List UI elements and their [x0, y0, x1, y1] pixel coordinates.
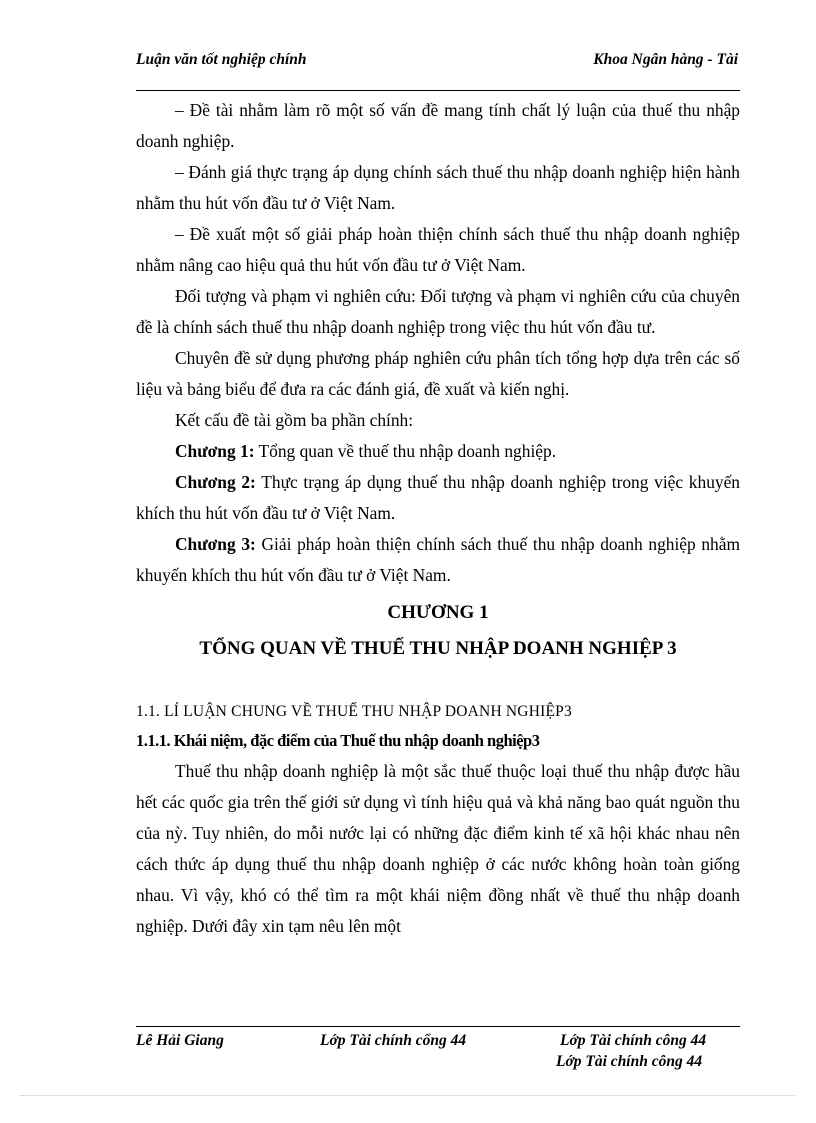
chapter-label: Chương 3: — [175, 534, 256, 554]
header-left: Luận văn tốt nghiệp chính — [136, 51, 307, 68]
paragraph-scope: Đối tượng và phạm vi nghiên cứu: Đối tượng và phạm vi nghiên cứu của chuyên đề là chính sách thuế thu nhập doanh nghiệp trong việc thu hút vốn đầu tư. — [136, 286, 740, 337]
chapter-title: TỔNG QUAN VỀ THUẾ THU NHẬP DOANH NGHIỆP 3 — [199, 638, 677, 659]
section-heading: 1.1. LÍ LUẬN CHUNG VỀ THUẾ THU NHẬP DOANH NGHIỆP3 — [136, 703, 572, 720]
paragraph-objective-1: – Đề tài nhằm làm rõ một số vấn đề mang tính chất lý luận của thuế thu nhập doanh nghiệp. — [136, 100, 740, 151]
header-rule — [136, 90, 740, 91]
subsection-heading: 1.1.1. Khái niệm, đặc điểm của Thuế thu nhập doanh nghiệp3 — [136, 731, 540, 750]
chapter-text: Tổng quan về thuế thu nhập doanh nghiệp. — [254, 441, 557, 461]
chapter-text: Giải pháp hoàn thiện chính sách thuế thu nhập doanh nghiệp nhằm khuyến khích thu hút vốn đầu tư ở Việt Nam. — [136, 534, 741, 585]
header-right: Khoa Ngân hàng - Tài — [593, 51, 738, 68]
footer-class-right-second: Lớp Tài chính công 44 — [556, 1053, 703, 1070]
paragraph-objective-2: – Đánh giá thực trạng áp dụng chính sách thuế thu nhập doanh nghiệp hiện hành nhằm thu hút vốn đầu tư ở Việt Nam. — [136, 162, 740, 213]
section-body-paragraph: Thuế thu nhập doanh nghiệp là một sắc thuế thuộc loại thuế thu nhập được hầu hết các quốc gia trên thế giới sử dụng vì tính hiệu quả và khả năng bao quát nguồn thu của nỳ. Tuy nhiên, do mỗi nước lại có những đặc điểm kinh tế xã hội khác nhau nên cách thức áp dụng thuế thu nhập doanh nghiệp ở các nước không hoàn toàn giống nhau. Vì vậy, khó có thể tìm ra một khái niệm đồng nhất về thuế thu nhập doanh nghiệp. Dưới đây xin tạm nêu lên một — [136, 761, 740, 936]
chapter-summary-1 — [136, 436, 740, 467]
chapter-number: CHƯƠNG 1 — [387, 602, 489, 623]
footer-class-right: Lớp Tài chính công 44 — [560, 1032, 707, 1049]
chapter-label: Chương 2: — [175, 472, 256, 492]
chapter-label: Chương 1: — [175, 441, 255, 461]
page-break-line — [20, 1095, 796, 1096]
paragraph-objective-3: – Đề xuất một số giải pháp hoàn thiện chính sách thuế thu nhập doanh nghiệp nhằm nâng cao hiệu quả thu hút vốn đầu tư ở Việt Nam. — [136, 224, 740, 275]
chapter-text: Thực trạng áp dụng thuế thu nhập doanh nghiệp trong việc khuyến khích thu hút vốn đầu tư ở Việt Nam. — [136, 472, 741, 523]
footer-author: Lê Hải Giang — [136, 1032, 224, 1049]
document-body — [136, 95, 740, 942]
paragraph-structure: Kết cấu đề tài gồm ba phần chính: — [175, 410, 414, 430]
chapter-summary-3 — [136, 529, 740, 591]
footer-rule — [136, 1026, 740, 1027]
paragraph-method: Chuyên đề sử dụng phương pháp nghiên cứu phân tích tổng hợp dựa trên các số liệu và bảng biểu để đưa ra các đánh giá, đề xuất và kiến nghị. — [136, 348, 740, 399]
footer-class-center: Lớp Tài chính cổng 44 — [320, 1032, 467, 1049]
chapter-summary-2 — [136, 467, 740, 529]
